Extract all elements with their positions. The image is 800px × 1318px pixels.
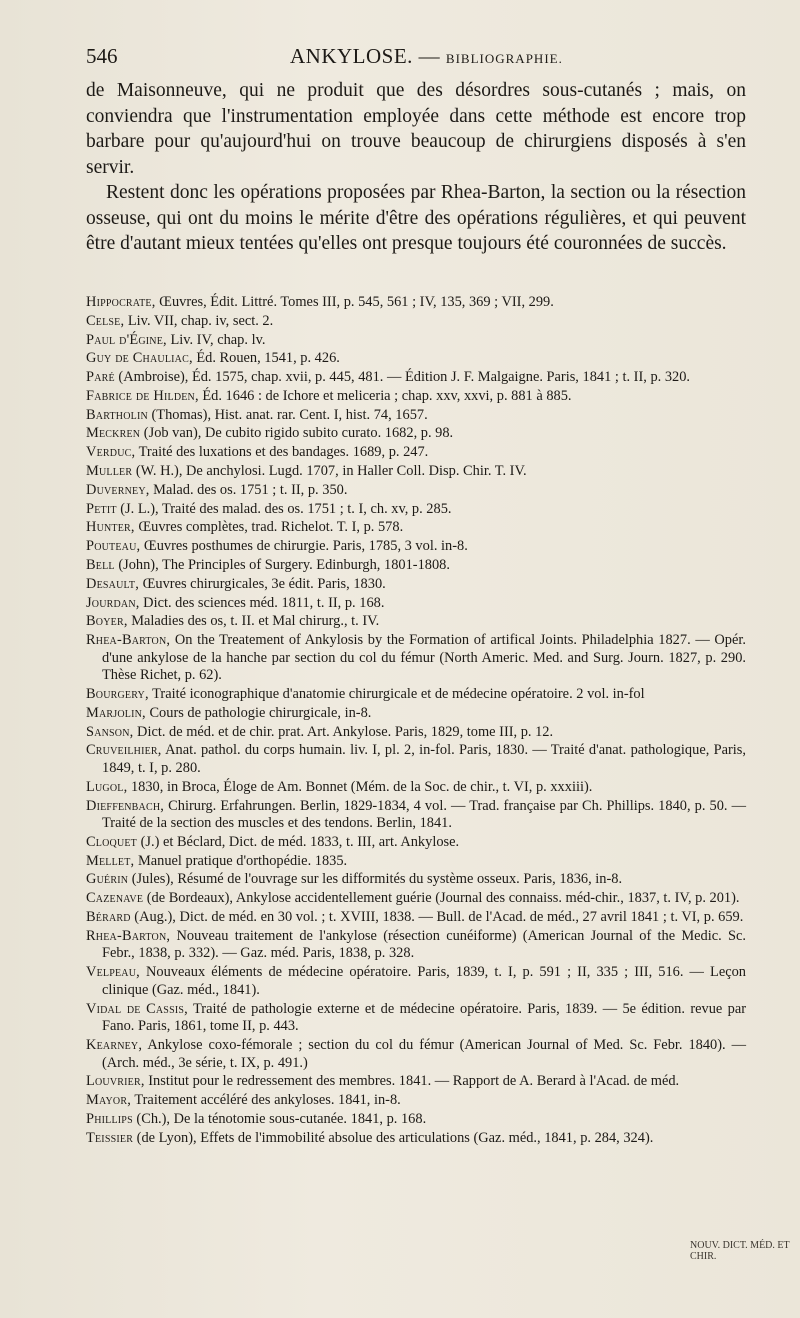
- entry-author: Mayor,: [86, 1092, 132, 1109]
- entry-text: (Ch.), De la ténotomie sous-cutanée. 1841, p. 168.: [132, 1110, 427, 1127]
- bibliography-entry: [86, 332, 746, 350]
- bibliography-entry: [86, 724, 746, 742]
- entry-text: Œuvres, Édit. Littré. Tomes III, p. 545, 561 ; IV, 135, 369 ; VII, 299.: [155, 294, 554, 310]
- bibliography-entry: [86, 928, 746, 963]
- entry-author: Hunter,: [86, 519, 135, 536]
- bibliography-entry: [86, 313, 746, 331]
- entry-text: Liv. VII, chap. iv, sect. 2.: [124, 312, 274, 329]
- entry-text: (W. H.), De anchylosi. Lugd. 1707, in Haller Coll. Disp. Chir. T. IV.: [132, 463, 527, 480]
- bibliography-entry: [86, 779, 746, 797]
- entry-text: Chirurg. Erfahrungen. Berlin, 1829-1834, 4 vol. — Trad. française par Ch. Phillips. 1840, p. 50. — Traité de la section des muscles et des tendons. Berlin, 1841.: [102, 797, 746, 832]
- entry-author: Pouteau,: [86, 538, 141, 555]
- entry-author: Lugol,: [86, 778, 128, 795]
- page-number: 546: [86, 44, 118, 68]
- entry-text: (Jules), Résumé de l'ouvrage sur les difformités du système osseux. Paris, 1836, in-8.: [128, 871, 623, 888]
- entry-text: Manuel pratique d'orthopédie. 1835.: [134, 852, 348, 869]
- entry-author: Louvrier,: [86, 1073, 145, 1090]
- entry-text: Traitement accéléré des ankyloses. 1841, in-8.: [131, 1092, 401, 1109]
- entry-author: Paré: [86, 369, 115, 386]
- paragraph: Restent donc les opérations proposées par Rhea-Barton, la section ou la résection osseuse, qui ont du moins le mérite d'être des opérations régulières, et qui peuvent être d'autant mieux tentées qu'elles ont presque toujours été couronnées de succès.: [86, 182, 746, 254]
- entry-text: Œuvres chirurgicales, 3e édit. Paris, 1830.: [139, 575, 386, 592]
- entry-author: Cruveilhier,: [86, 742, 162, 759]
- bibliography-entry: [86, 482, 746, 500]
- entry-text: (J.) et Béclard, Dict. de méd. 1833, t. III, art. Ankylose.: [137, 833, 460, 850]
- entry-author: Cloquet: [86, 833, 137, 850]
- entry-author: Rhea-Barton,: [86, 632, 171, 649]
- entry-text: (Aug.), Dict. de méd. en 30 vol. ; t. XVIII, 1838. — Bull. de l'Acad. de méd., 27 avril 1841 ; t. VI, p. 659.: [130, 909, 744, 926]
- bibliography-entry: [86, 798, 746, 833]
- entry-text: (John), The Principles of Surgery. Edinburgh, 1801-1808.: [114, 556, 450, 573]
- entry-author: Duverney,: [86, 481, 150, 498]
- entry-text: Œuvres complètes, trad. Richelot. T. I, p. 578.: [134, 519, 404, 536]
- entry-text: Œuvres posthumes de chirurgie. Paris, 1785, 3 vol. in-8.: [140, 538, 468, 555]
- bibliography-entry: [86, 294, 746, 312]
- entry-author: Celse,: [86, 312, 125, 329]
- bibliography-entry: [86, 425, 746, 443]
- bibliography-entry: [86, 463, 746, 481]
- entry-author: Boyer,: [86, 613, 128, 630]
- entry-text: On the Treatement of Ankylosis by the Formation of artifical Joints. Philadelphia 1827. — Opér. d'une ankylose de la hanche par section du col du fémur (North Americ. Med. and Surg. Journ. 1827, p. 290. Thèse Richet, p. 62).: [102, 632, 746, 684]
- entry-text: Nouveaux éléments de médecine opératoire. Paris, 1839, t. I, p. 591 ; II, 335 ; III, 516. — Leçon clinique (Gaz. méd., 1841).: [102, 964, 746, 998]
- entry-author: Hippocrate,: [86, 294, 156, 310]
- running-title-sub: BIBLIOGRAPHIE.: [445, 51, 563, 66]
- paragraph: de Maisonneuve, qui ne produit que des désordres sous-cutanés ; mais, on conviendra que l'instrumentation employée dans cette méthode est encore trop barbare pour qu'aujourd'hui on trouve beaucoup de chirurgiens disposés à s'en servir.: [86, 80, 746, 178]
- entry-text: Cours de pathologie chirurgicale, in-8.: [145, 704, 372, 721]
- entry-text: Anat. pathol. du corps humain. liv. I, pl. 2, in-fol. Paris, 1830. — Traité d'anat. pathologique, Paris, 1849, t. I, p. 280.: [102, 742, 746, 776]
- entry-author: Muller: [86, 463, 133, 480]
- running-title-separator: —: [412, 44, 446, 68]
- entry-text: Dict. des sciences méd. 1811, t. II, p. 168.: [139, 594, 385, 611]
- bibliography-entry: [86, 1092, 746, 1110]
- entry-author: Rhea-Barton,: [86, 927, 171, 944]
- entry-text: Éd. 1646 : de Ichore et meliceria ; chap. xxv, xxvi, p. 881 à 885.: [198, 387, 572, 404]
- entry-text: Malad. des os. 1751 ; t. II, p. 350.: [149, 481, 348, 498]
- entry-text: Ankylose coxo-fémorale ; section du col du fémur (American Journal of Med. Sc. Febr. 1840). — (Arch. méd., 3e série, t. IX, p. 491.): [102, 1036, 746, 1071]
- bibliography-entry: [86, 613, 746, 631]
- entry-author: Dieffenbach,: [86, 797, 165, 814]
- entry-text: Liv. IV, chap. lv.: [166, 331, 266, 348]
- bibliography-entry: [86, 890, 746, 908]
- bibliography-entry: [86, 705, 746, 723]
- bibliography-entry: [86, 1073, 746, 1091]
- entry-author: Vidal de Cassis,: [86, 1000, 188, 1017]
- entry-author: Verduc,: [86, 444, 136, 461]
- bibliography-entry: [86, 407, 746, 425]
- entry-author: Mellet,: [86, 852, 135, 869]
- entry-author: Phillips: [86, 1110, 133, 1127]
- entry-text: (Thomas), Hist. anat. rar. Cent. I, hist. 74, 1657.: [147, 406, 428, 423]
- entry-author: Petit: [86, 500, 117, 517]
- entry-author: Desault,: [86, 575, 140, 592]
- entry-text: Éd. Rouen, 1541, p. 426.: [192, 350, 340, 367]
- bibliography-entry: [86, 1130, 746, 1148]
- signature-mark: NOUV. DICT. MÉD. ET CHIR.: [690, 1240, 790, 1262]
- entry-text: Nouveau traitement de l'ankylose (résection cunéiforme) (American Journal of the Medic. Sc. Febr., 1838, p. 332). — Gaz. méd. Paris, 1838, p. 328.: [102, 927, 746, 962]
- bibliography-entry: [86, 1001, 746, 1036]
- entry-text: (de Bordeaux), Ankylose accidentellement guérie (Journal des connaiss. méd-chir., 1837, t. IV, p. 201).: [143, 890, 740, 907]
- bibliography-entry: [86, 853, 746, 871]
- entry-author: Sanson,: [86, 723, 134, 740]
- bibliography-entry: [86, 1037, 746, 1072]
- bibliography-entry: [86, 595, 746, 613]
- entry-author: Marjolin,: [86, 704, 146, 721]
- entry-text: (de Lyon), Effets de l'immobilité absolue des articulations (Gaz. méd., 1841, p. 284, 324).: [133, 1129, 654, 1146]
- page-header: [86, 44, 746, 74]
- bibliography-entry: [86, 834, 746, 852]
- bibliography-entry: [86, 501, 746, 519]
- entry-author: Jourdan,: [86, 594, 140, 611]
- bibliography-entry: [86, 871, 746, 889]
- entry-author: Cazenave: [86, 890, 144, 907]
- bibliography-entry: [86, 964, 746, 999]
- bibliography-entry: [86, 369, 746, 387]
- bibliography-entry: [86, 632, 746, 685]
- entry-author: Bourgery,: [86, 686, 149, 703]
- entry-text: Traité de pathologie externe et de médecine opératoire. Paris, 1839. — 5e édition. revue par Fano. Paris, 1861, tome II, p. 443.: [102, 1000, 746, 1035]
- bibliography-entry: [86, 444, 746, 462]
- bibliography-entry: [86, 538, 746, 556]
- running-title-main: ANKYLOSE.: [290, 44, 413, 68]
- entry-text: Dict. de méd. et de chir. prat. Art. Ankylose. Paris, 1829, tome III, p. 12.: [133, 723, 554, 740]
- entry-author: Guérin: [86, 871, 129, 888]
- entry-author: Kearney,: [86, 1036, 143, 1053]
- entry-author: Paul d'Égine,: [86, 331, 167, 348]
- bibliography-entry: [86, 909, 746, 927]
- entry-text: 1830, in Broca, Éloge de Am. Bonnet (Mém. de la Soc. de chir., t. VI, p. xxxiii).: [127, 778, 593, 795]
- bibliography-entry: [86, 519, 746, 537]
- entry-text: Traité des luxations et des bandages. 1689, p. 247.: [135, 444, 429, 461]
- entry-text: Traité iconographique d'anatomie chirurgicale et de médecine opératoire. 2 vol. in-fol: [148, 686, 645, 703]
- entry-author: Bell: [86, 556, 115, 573]
- entry-text: (Job van), De cubito rigido subito curato. 1682, p. 98.: [140, 425, 454, 442]
- entry-author: Bérard: [86, 909, 131, 926]
- bibliography-entry: [86, 742, 746, 777]
- bibliography-list: [86, 294, 746, 1148]
- entry-text: Institut pour le redressement des membres. 1841. — Rapport de A. Berard à l'Acad. de méd.: [144, 1073, 680, 1090]
- running-title: [290, 44, 563, 69]
- bibliography-entry: [86, 557, 746, 575]
- entry-text: (J. L.), Traité des malad. des os. 1751 ; t. I, ch. xv, p. 285.: [116, 500, 452, 517]
- bibliography-entry: [86, 686, 746, 704]
- entry-author: Fabrice de Hilden,: [86, 387, 199, 404]
- entry-text: (Ambroise), Éd. 1575, chap. xvii, p. 445, 481. — Édition J. F. Malgaigne. Paris, 1841 ; t. II, p. 320.: [114, 369, 691, 386]
- entry-author: Meckren: [86, 425, 141, 442]
- bibliography-entry: [86, 1111, 746, 1129]
- entry-author: Bartholin: [86, 406, 148, 423]
- bibliography-entry: [86, 576, 746, 594]
- bibliography-entry: [86, 388, 746, 406]
- entry-text: Maladies des os, t. II. et Mal chirurg., t. IV.: [127, 613, 380, 630]
- body-text: [86, 78, 746, 257]
- entry-author: Guy de Chauliac,: [86, 350, 193, 367]
- entry-author: Teissier: [86, 1129, 134, 1146]
- entry-author: Velpeau,: [86, 964, 140, 981]
- bibliography-entry: [86, 350, 746, 368]
